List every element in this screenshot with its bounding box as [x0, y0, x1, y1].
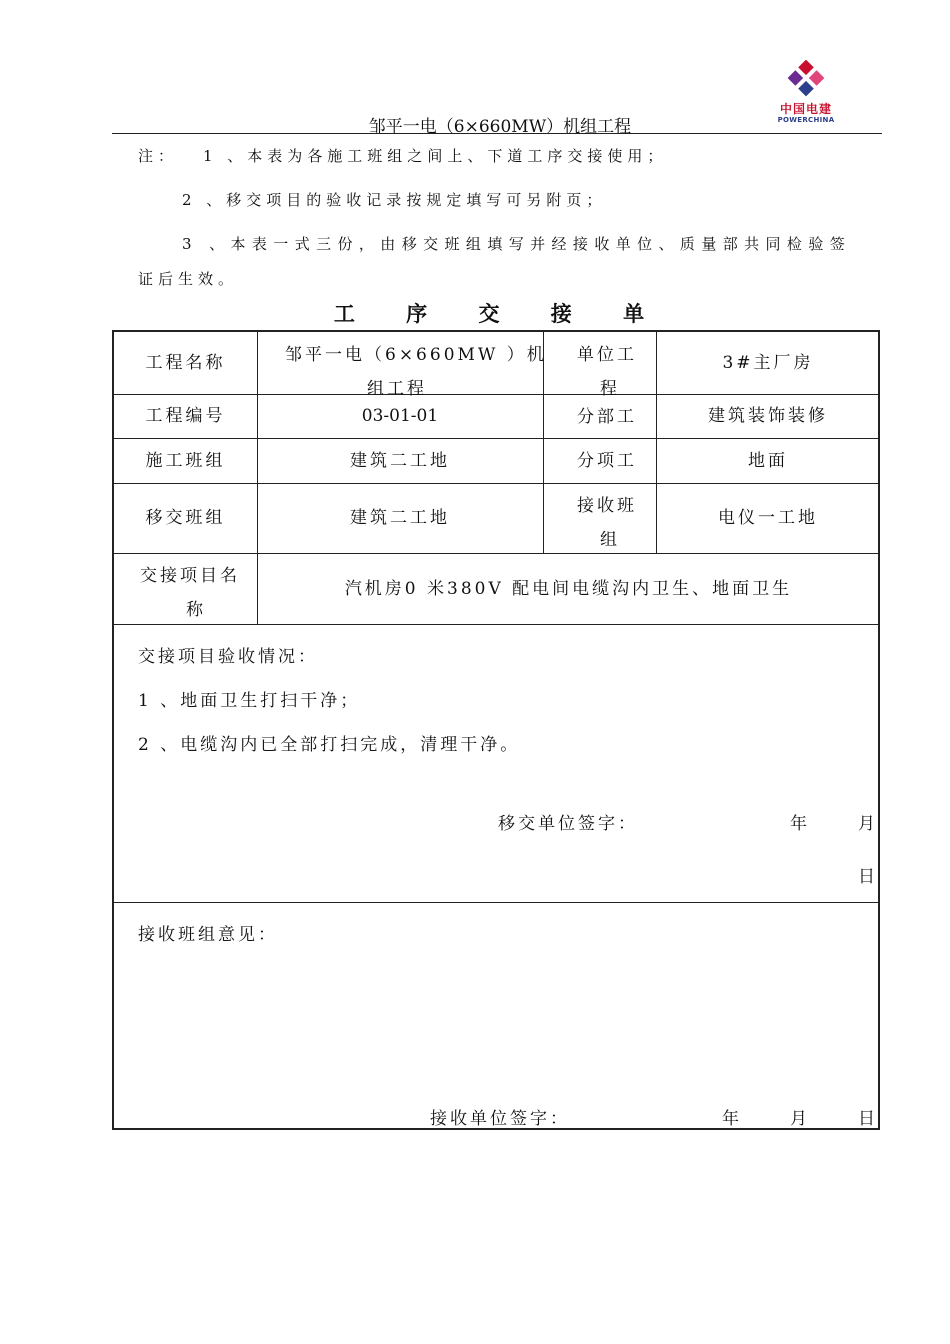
unit-project-label-line2: 程 — [600, 379, 620, 399]
receiver-heading: 接收班组意见： — [138, 925, 278, 945]
handover-form-table — [112, 330, 880, 1130]
receive-team-label-line1: 接收班 — [577, 496, 637, 516]
receive-team-label-line2: 组 — [600, 530, 620, 550]
handover-team-label: 移交班组 — [145, 508, 226, 528]
note-line-3b: 证后生效。 — [138, 270, 239, 288]
acceptance-item-2: 2 、电缆沟内已全部打扫完成，清理干净。 — [138, 735, 521, 755]
acceptance-heading: 交接项目验收情况： — [138, 647, 318, 667]
item-project-label-text: 分项工 — [577, 451, 637, 471]
sub-project-label-text: 分部工 — [577, 407, 637, 427]
item-name-label — [114, 553, 257, 624]
handover-sign-day: 日 — [858, 867, 878, 887]
receive-team-label — [543, 483, 656, 553]
item-project-label — [543, 438, 656, 483]
handover-team-value: 建筑二工地 — [350, 508, 450, 528]
project-no-label: 工程编号 — [145, 406, 226, 426]
handover-sign-year: 年 — [790, 814, 810, 834]
sub-project-value: 建筑装饰装修 — [708, 406, 828, 426]
item-project-value: 地面 — [748, 450, 788, 471]
logo-chinese-text: 中国电建 — [779, 102, 832, 116]
receiver-sign-label: 接收单位签字： — [430, 1109, 570, 1129]
project-name-label: 工程名称 — [145, 353, 226, 373]
row-divider — [114, 902, 880, 903]
header-rule — [112, 133, 882, 134]
receiver-sign-month: 月 — [790, 1109, 810, 1129]
project-name-value — [257, 332, 547, 399]
document-title: 工 序 交 接 单 — [333, 301, 667, 326]
receiver-sign-year: 年 — [722, 1109, 742, 1129]
row-divider — [114, 624, 880, 625]
note-line-2: 2 、移交项目的验收记录按规定填写可另附页； — [182, 191, 607, 209]
team-value: 建筑二工地 — [350, 450, 450, 471]
team-label: 施工班组 — [145, 450, 226, 471]
unit-project-label-line1: 单位工 — [577, 345, 637, 365]
powerchina-emblem-icon — [766, 60, 846, 100]
project-no-value: 03-01-01 — [361, 406, 439, 426]
handover-sign-label: 移交单位签字： — [498, 814, 638, 834]
handover-sign-month: 月 — [858, 814, 878, 834]
sub-project-label — [543, 394, 656, 438]
header-title: 邹平一电（6×660MW）机组工程 — [368, 117, 632, 137]
item-name-label-line1: 交接项目名 — [140, 566, 240, 586]
acceptance-item-1: 1 、地面卫生打扫干净； — [138, 691, 361, 711]
receiver-sign-day: 日 — [858, 1109, 878, 1129]
note-line-3a: 3 、本表一式三份，由移交班组填写并经接收单位、质量部共同检验签 — [182, 235, 852, 253]
unit-project-label — [543, 332, 656, 399]
project-name-value-line2: 组工程 — [367, 379, 427, 399]
unit-project-value: 3#主厂房 — [722, 353, 814, 373]
item-name-value: 汽机房0 米380V 配电间电缆沟内卫生、地面卫生 — [344, 578, 793, 599]
item-name-label-line2: 称 — [186, 600, 206, 620]
receive-team-value: 电仪一工地 — [718, 508, 818, 528]
notes-label: 注： — [138, 147, 179, 165]
note-line-1: 1 、本表为各施工班组之间上、下道工序交接使用； — [203, 147, 668, 165]
logo-english-text: POWERCHINA — [777, 116, 835, 124]
project-name-value-line1: 邹平一电（6×660MW ）机 — [285, 345, 547, 365]
